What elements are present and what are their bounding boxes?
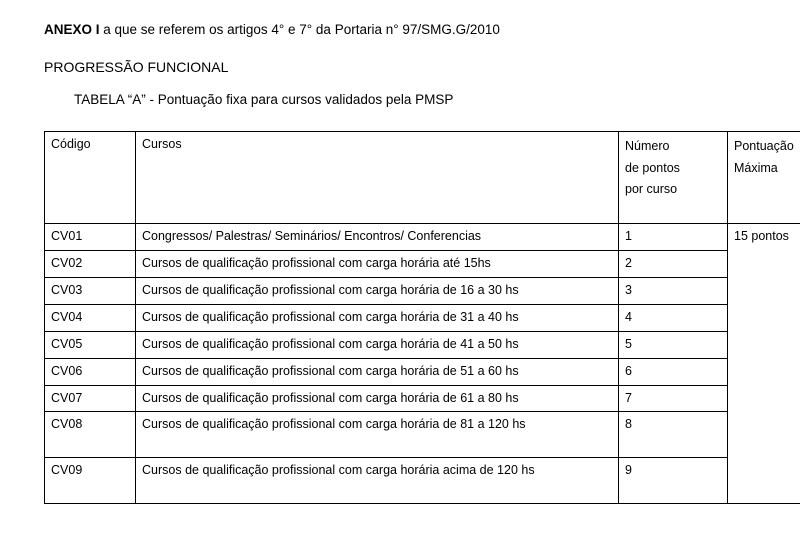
heading-tabela: TABELA “A” - Pontuação fixa para cursos validados pela PMSP (74, 92, 454, 108)
column-header-numero-pontos (619, 132, 728, 224)
table-header (45, 132, 800, 224)
cell-pontos: 8 (619, 412, 728, 458)
table-row (45, 358, 800, 385)
cell-codigo: CV03 (45, 278, 136, 305)
cell-codigo: CV02 (45, 251, 136, 278)
cell-pontos: 3 (619, 278, 728, 305)
table-row (45, 331, 800, 358)
cell-codigo: CV06 (45, 358, 136, 385)
cell-codigo: CV07 (45, 385, 136, 412)
column-header-numero-line1: Número (625, 139, 670, 154)
column-header-cursos: Cursos (136, 132, 619, 224)
table-row (45, 458, 800, 504)
cell-curso: Cursos de qualificação profissional com carga horária acima de 120 hs (136, 458, 619, 504)
heading-progressao: PROGRESSÃO FUNCIONAL (44, 58, 229, 75)
column-header-pontuacao-line1: Pontuação (734, 139, 794, 154)
cell-pontos: 4 (619, 304, 728, 331)
cell-codigo: CV04 (45, 304, 136, 331)
cell-curso: Cursos de qualificação profissional com carga horária de 31 a 40 hs (136, 304, 619, 331)
column-header-codigo: Código (45, 132, 136, 224)
table-row (45, 385, 800, 412)
cell-curso: Cursos de qualificação profissional com carga horária de 61 a 80 hs (136, 385, 619, 412)
cell-curso: Cursos de qualificação profissional com carga horária de 51 a 60 hs (136, 358, 619, 385)
cell-curso: Congressos/ Palestras/ Seminários/ Encontros/ Conferencias (136, 224, 619, 251)
cell-pontuacao-maxima: 15 pontos (728, 224, 800, 504)
pontuacao-table (44, 131, 800, 504)
column-header-numero-line3: por curso (625, 181, 678, 196)
heading-anexo-text: a que se referem os artigos 4° e 7° da Portaria n° 97/SMG.G/2010 (99, 22, 500, 37)
cell-curso: Cursos de qualificação profissional com carga horária de 81 a 120 hs (136, 412, 619, 458)
column-header-pontuacao-line2: Máxima (734, 160, 778, 175)
column-header-numero-line2: de pontos (625, 160, 680, 175)
table-row (45, 278, 800, 305)
cell-curso: Cursos de qualificação profissional com carga horária de 41 a 50 hs (136, 331, 619, 358)
heading-anexo (44, 22, 770, 39)
cell-codigo: CV05 (45, 331, 136, 358)
cell-curso: Cursos de qualificação profissional com carga horária de 16 a 30 hs (136, 278, 619, 305)
cell-curso: Cursos de qualificação profissional com carga horária até 15hs (136, 251, 619, 278)
cell-codigo: CV08 (45, 412, 136, 458)
cell-pontos: 2 (619, 251, 728, 278)
cell-pontos: 5 (619, 331, 728, 358)
cell-codigo: CV09 (45, 458, 136, 504)
cell-codigo: CV01 (45, 224, 136, 251)
column-header-pontuacao-maxima (728, 132, 800, 224)
heading-anexo-label: ANEXO I (44, 22, 100, 37)
cell-pontos: 9 (619, 458, 728, 504)
table-body (45, 224, 800, 504)
table-header-row (45, 132, 800, 224)
table-row (45, 304, 800, 331)
cell-pontos: 1 (619, 224, 728, 251)
table-row (45, 251, 800, 278)
table-row (45, 412, 800, 458)
cell-pontos: 7 (619, 385, 728, 412)
cell-pontos: 6 (619, 358, 728, 385)
table-row (45, 224, 800, 251)
